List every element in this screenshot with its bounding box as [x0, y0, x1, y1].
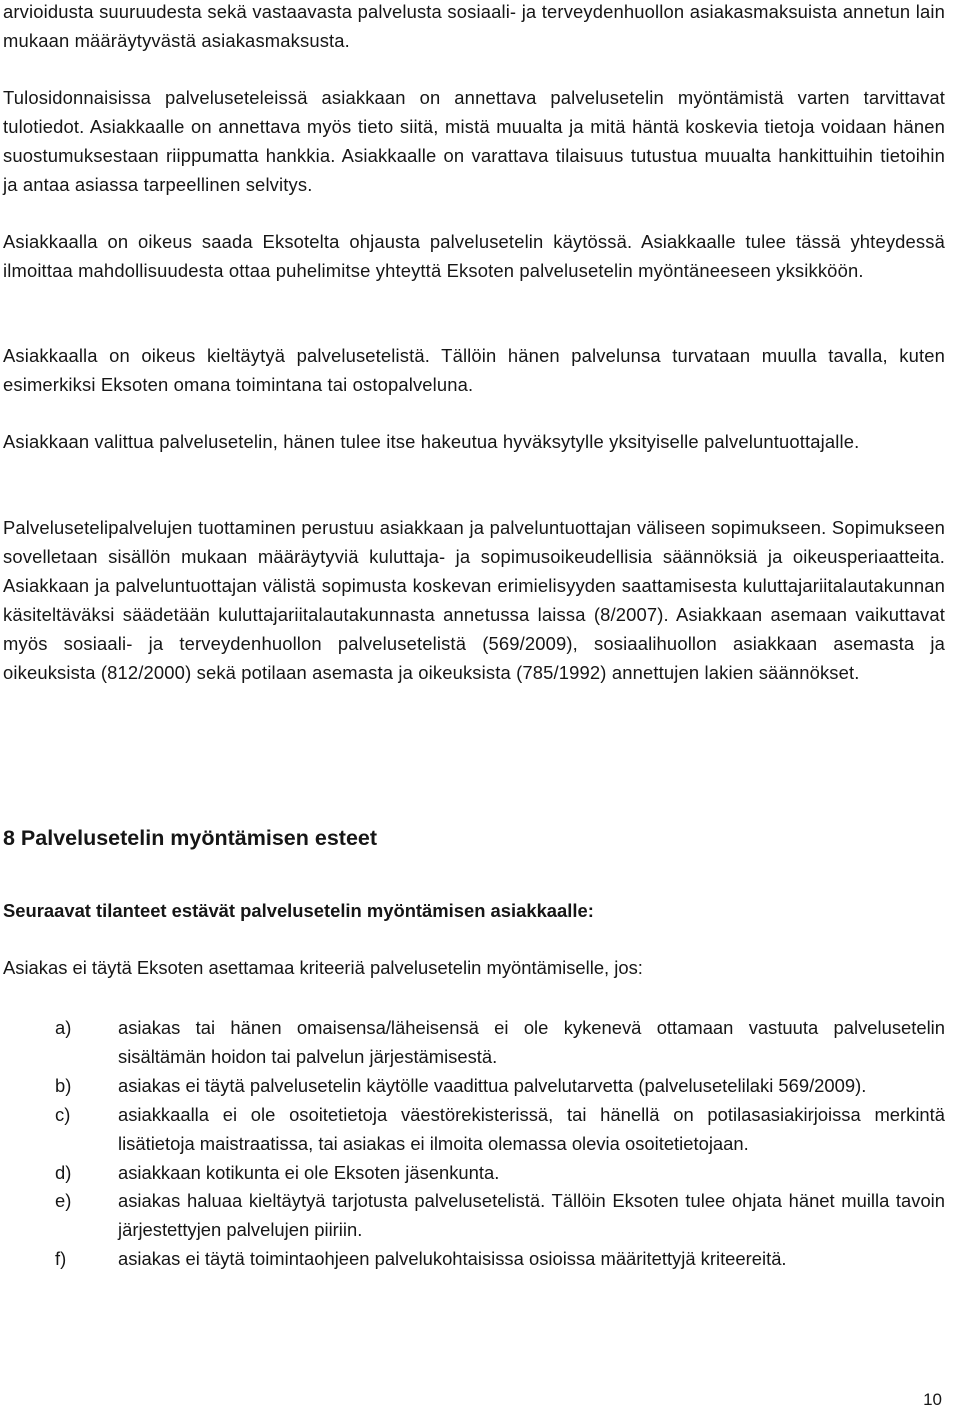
list-item-text: asiakas haluaa kieltäytyä tarjotusta palvelusetelistä. Tällöin Eksoten tulee ohjata hänet muilla tavoin järjestettyjen palvelujen piiriin. — [118, 1190, 945, 1241]
list-marker: d) — [55, 1161, 72, 1183]
list-intro: Asiakas ei täytä Eksoten asettamaa kriteeriä palvelusetelin myöntämiselle, jos: — [3, 957, 643, 978]
criteria-list — [3, 1014, 945, 1274]
list-item-text: asiakas ei täytä palvelusetelin käytölle vaadittua palvelutarvetta (palvelusetelilaki 569/2009). — [118, 1074, 867, 1096]
paragraph: arvioidusta suuruudesta sekä vastaavasta palvelusta sosiaali- ja terveydenhuollon asiakasmaksuista annetun lain mukaan määräytyvästä asiakasmaksusta. — [3, 1, 945, 51]
page-number: 10 — [923, 1390, 942, 1409]
list-item — [3, 1245, 945, 1274]
paragraph: Tulosidonnaisissa palveluseteleissä asiakkaan on annettava palvelusetelin myöntämistä varten tarvittavat tulotiedot. Asiakkaalle on annettava myös tieto siitä, mistä muualta ja mitä häntä koskevia tietoja voidaan hänen suostumuksestaan riippumatta hankkia. Asiakkaalle on varattava tilaisuus tutustua muualta hankittuihin tietoihin ja antaa asiassa tarpeellinen selvitys. — [3, 87, 945, 195]
list-item-text: asiakas ei täytä toimintaohjeen palvelukohtaisissa osioissa määritettyjä kriteereitä. — [118, 1248, 787, 1270]
list-marker: b) — [55, 1074, 72, 1096]
paragraph: Asiakkaan valittua palvelusetelin, hänen tulee itse hakeutua hyväksytylle yksityiselle palveluntuottajalle. — [3, 431, 860, 452]
section-heading: 8 Palvelusetelin myöntämisen esteet — [3, 826, 378, 850]
list-item — [3, 1072, 945, 1101]
paragraph: Palvelusetelipalvelujen tuottaminen perustuu asiakkaan ja palveluntuottajan väliseen sopimukseen. Sopimukseen sovelletaan sisällön mukaan määräytyviä kuluttaja- ja sopimusoikeudellisia säännöksiä ja oikeusperiaatteita. Asiakkaan ja palveluntuottajan välistä sopimusta koskevan erimielisyyden saattamisesta kuluttajariitalautakunnan käsiteltäväksi säädetään kuluttajariitalautakunnasta annetussa laissa (8/2007). Asiakkaan asemaan vaikuttavat myös sosiaali- ja terveydenhuollon palvelusetelistä (569/2009), sosiaalihuollon asiakkaan asemasta ja oikeuksista (812/2000) sekä potilaan asemasta ja oikeuksista (785/1992) annettujen lakien säännökset. — [3, 517, 945, 683]
list-marker: e) — [55, 1190, 72, 1212]
list-item-text: asiakkaalla ei ole osoitetietoja väestörekisterissä, tai hänellä on potilasasiakirjoissa merkintä lisätietoja maistraatissa, tai asiakas ei ilmoita olemassa olevia osoitetietojaan. — [118, 1103, 945, 1154]
list-item — [3, 1101, 945, 1159]
list-item-text: asiakkaan kotikunta ei ole Eksoten jäsenkunta. — [118, 1161, 500, 1183]
list-item-text: asiakas tai hänen omaisensa/läheisensä ei ole kykenevä ottamaan vastuuta palvelusetelin sisältämän hoidon tai palvelun järjestämisestä. — [118, 1017, 945, 1067]
paragraph: Asiakkaalla on oikeus kieltäytyä palvelusetelistä. Tällöin hänen palvelunsa turvataan muulla tavalla, kuten esimerkiksi Eksoten omana toimintana tai ostopalveluna. — [3, 345, 945, 395]
list-marker: c) — [55, 1103, 71, 1125]
list-marker: f) — [55, 1248, 67, 1270]
list-item — [3, 1187, 945, 1245]
sub-heading: Seuraavat tilanteet estävät palvelusetelin myöntämisen asiakkaalle: — [3, 900, 594, 921]
paragraph: Asiakkaalla on oikeus saada Eksotelta ohjausta palvelusetelin käytössä. Asiakkaalle tulee tässä yhteydessä ilmoittaa mahdollisuudesta ottaa puhelimitse yhteyttä Eksoten palvelusetelin myöntäneeseen yksikköön. — [3, 231, 945, 281]
list-marker: a) — [55, 1017, 72, 1038]
list-item — [3, 1159, 945, 1188]
list-item — [3, 1014, 945, 1072]
